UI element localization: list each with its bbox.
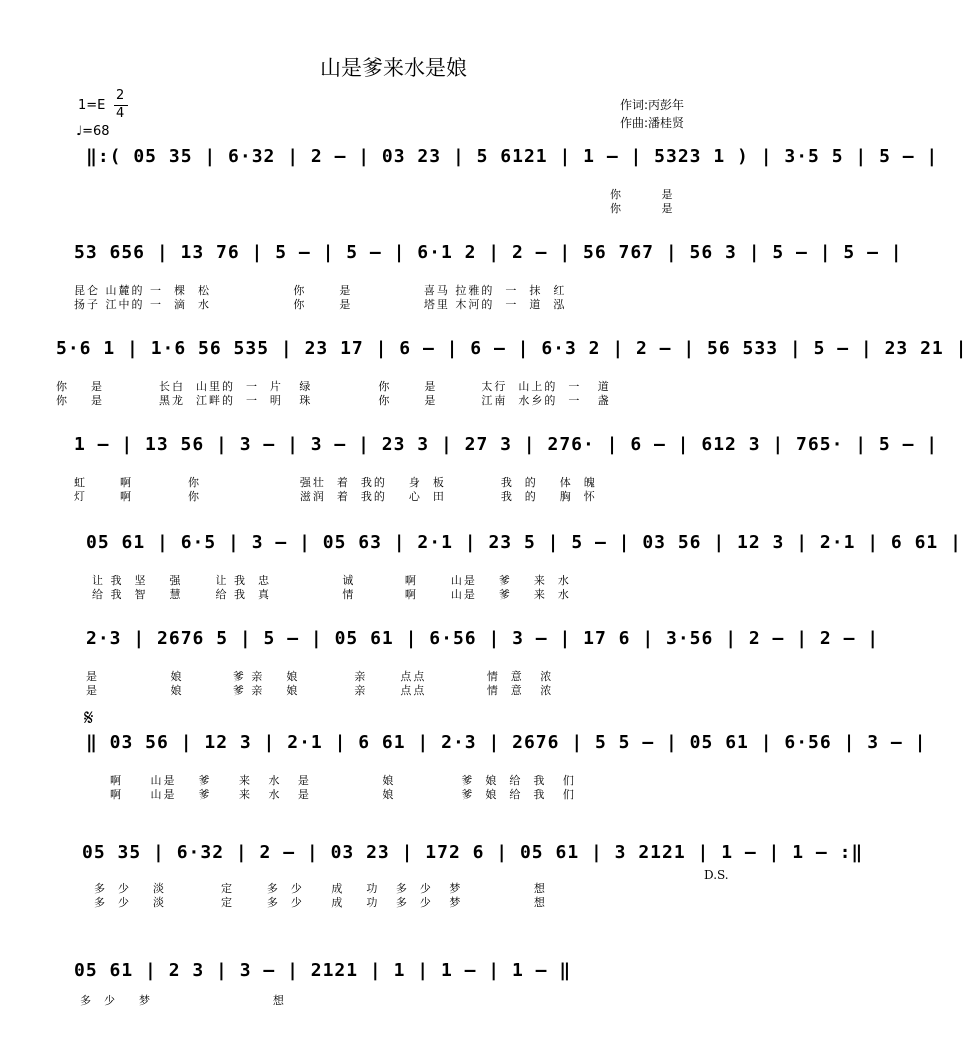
score-line-1 <box>0 146 939 246</box>
lyric-verse-1: 昆仑 山麓的 一 棵 松 你 是 喜马 拉雅的 一 抹 红 <box>74 284 567 297</box>
notation-line: 1 – | 13 56 | 3 – | 3 – | 23 3 | 27 3 | 276· | 6 – | 612 3 | 765· | 5 – | <box>74 434 939 455</box>
score-line-5 <box>0 532 962 632</box>
score-line-8 <box>0 842 864 942</box>
song-title: 山是爹来水是娘 <box>320 56 467 80</box>
notation-line: 05 61 | 2 3 | 3 – | 2121 | 1 | 1 – | 1 – ‖ <box>74 960 572 981</box>
notation-line: ‖:( 05 35 | 6·32 | 2 – | 03 23 | 5 6121 | 1 – | 5323 1 ) | 3·5 5 | 5 – | <box>86 146 939 167</box>
lyric-verse-1: 你 是 <box>610 188 675 201</box>
lyric-verse-1: 虹 啊 你 强壮 着 我的 身 板 我 的 体 魄 <box>74 476 597 489</box>
notation-line: ‖ 03 56 | 12 3 | 2·1 | 6 61 | 2·3 | 2676 | 5 5 – | 05 61 | 6·56 | 3 – | <box>86 732 927 753</box>
score-line-7 <box>0 732 927 832</box>
lyricist-credit: 作词:丙彭年 <box>620 98 685 112</box>
lyric-verse-2: 灯 啊 你 滋润 着 我的 心 田 我 的 胸 怀 <box>74 490 597 503</box>
lyric-verse-1: 让 我 坚 强 让 我 忠 诚 啊 山是 爹 来 水 <box>92 574 571 587</box>
key-signature: 1=E <box>78 98 106 113</box>
time-sig-bottom: 4 <box>116 106 125 121</box>
score-line-4 <box>0 434 939 534</box>
notation-line: 2·3 | 2676 5 | 5 – | 05 61 | 6·56 | 3 – | 17 6 | 3·56 | 2 – | 2 – | <box>86 628 880 649</box>
lyric-verse-2: 是 娘 爹 亲 娘 亲 点点 情 意 浓 <box>86 684 554 697</box>
notation-line: 05 61 | 6·5 | 3 – | 05 63 | 2·1 | 23 5 | 5 – | 03 56 | 12 3 | 2·1 | 6 61 | <box>86 532 962 553</box>
lyric-verse-1: 是 娘 爹 亲 娘 亲 点点 情 意 浓 <box>86 670 554 683</box>
lyric-verse-2: 多 少 淡 定 多 少 成 功 多 少 梦 想 <box>94 896 547 909</box>
da-segno-mark: D.S. <box>704 868 729 882</box>
score-line-9 <box>0 960 787 1060</box>
lyric-verse-1: 啊 山是 爹 来 水 是 娘 爹 娘 给 我 们 <box>110 774 576 787</box>
lyric-verse-2: 啊 山是 爹 来 水 是 娘 爹 娘 给 我 们 <box>110 788 576 801</box>
score-line-3 <box>0 338 967 438</box>
lyric-verse-1: 多 少 梦 想 <box>80 994 286 1007</box>
lyric-verse-2: 你 是 黑龙 江畔的 一 明 珠 你 是 江南 水乡的 一 盏 <box>56 394 611 407</box>
lyric-verse-2: 你 是 <box>610 202 675 215</box>
segno-sign: 𝄋 <box>84 706 94 731</box>
composer-credit: 作曲:潘桂贤 <box>620 116 685 130</box>
lyric-verse-1: 你 是 长白 山里的 一 片 绿 你 是 太行 山上的 一 道 <box>56 380 611 393</box>
notation-line: 53 656 | 13 76 | 5 – | 5 – | 6·1 2 | 2 – | 56 767 | 56 3 | 5 – | 5 – | <box>74 242 903 263</box>
time-sig-top: 2 <box>116 88 125 103</box>
score-line-2 <box>0 242 903 342</box>
lyric-verse-2: 扬子 江中的 一 滴 水 你 是 塔里 木河的 一 道 泓 <box>74 298 567 311</box>
lyric-verse-2: 给 我 智 慧 给 我 真 情 啊 山是 爹 来 水 <box>92 588 571 601</box>
score-line-6 <box>0 628 880 728</box>
tempo-mark: ♩=68 <box>76 124 110 139</box>
notation-line: 5·6 1 | 1·6 56 535 | 23 17 | 6 – | 6 – | 6·3 2 | 2 – | 56 533 | 5 – | 23 21 | <box>56 338 967 359</box>
notation-line: 05 35 | 6·32 | 2 – | 03 23 | 172 6 | 05 61 | 3 2121 | 1 – | 1 – :‖ <box>82 842 864 863</box>
lyric-verse-1: 多 少 淡 定 多 少 成 功 多 少 梦 想 <box>94 882 547 895</box>
